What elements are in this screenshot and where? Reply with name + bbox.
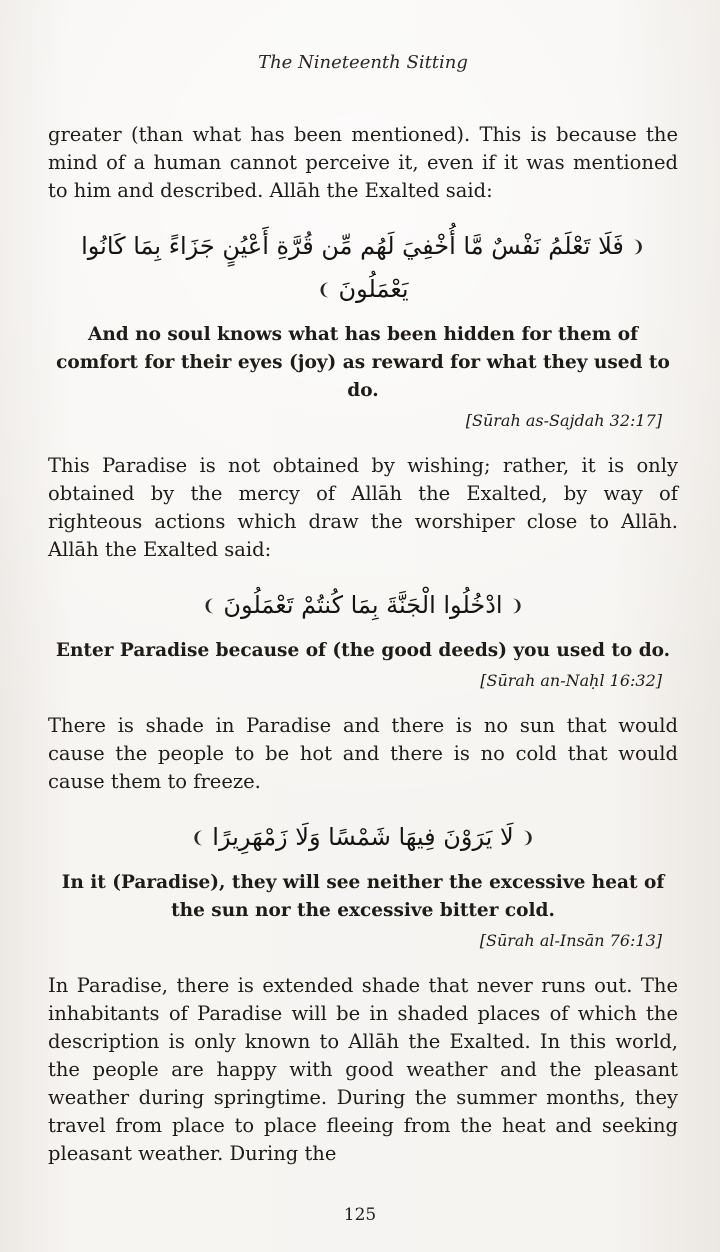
arabic-text-3: لَا يَرَوْنَ فِيهَا شَمْسًا وَلَا زَمْهَرِيرًا: [212, 823, 514, 851]
translation-1: And no soul knows what has been hidden for them of comfort for their eyes (joy) as reward for what they used to do.: [56, 324, 670, 401]
arabic-verse-1: [48, 225, 678, 311]
paragraph-4: In Paradise, there is extended shade that never runs out. The inhabitants of Paradise will be in shaded places of which the description is only known to Allāh the Exalted. In this world, the people are happy with good weather and the pleasant weather during springtime. During the summer months, they travel from place to place fleeing from the heat and seeking pleasant weather. During the: [48, 974, 678, 1165]
page-number: 125: [343, 1205, 377, 1225]
citation-3: [Sūrah al-Insān 76:13]: [479, 931, 662, 950]
ornamental-bracket-icon: ❨: [521, 828, 535, 847]
ornamental-bracket-icon: ❨: [631, 237, 645, 256]
citation-2: [Sūrah an-Naḥl 16:32]: [480, 671, 662, 690]
citation-1: [Sūrah as-Sajdah 32:17]: [465, 411, 662, 430]
arabic-verse-3: [48, 816, 678, 859]
ornamental-bracket-icon: ❩: [317, 280, 331, 299]
ornamental-bracket-icon: ❩: [202, 596, 216, 615]
arabic-text-2: ادْخُلُوا الْجَنَّةَ بِمَا كُنتُمْ تَعْمَلُونَ: [223, 591, 503, 619]
arabic-verse-2: [48, 584, 678, 627]
arabic-text-1: فَلَا تَعْلَمُ نَفْسٌ مَّا أُخْفِيَ لَهُم مِّن قُرَّةِ أَعْيُنٍ جَزَاءً بِمَا كَانُوا يَعْمَلُونَ: [81, 232, 624, 303]
ornamental-bracket-icon: ❩: [191, 828, 205, 847]
page-header: The Nineteenth Sitting: [258, 52, 468, 73]
translation-3: In it (Paradise), they will see neither the excessive heat of the sun nor the excessive bitter cold.: [61, 872, 665, 921]
paragraph-3: There is shade in Paradise and there is no sun that would cause the people to be hot and there is no cold that would cause them to freeze.: [48, 714, 678, 793]
paragraph-1: greater (than what has been mentioned). This is because the mind of a human cannot perceive it, even if it was mentioned to him and described. Allāh the Exalted said:: [48, 123, 678, 202]
translation-2: Enter Paradise because of (the good deeds) you used to do.: [55, 640, 671, 661]
paragraph-2: This Paradise is not obtained by wishing; rather, it is only obtained by the mercy of Allāh the Exalted, by way of righteous actions which draw the worshiper close to Allāh. Allāh the Exalted said:: [48, 454, 678, 561]
ornamental-bracket-icon: ❨: [510, 596, 524, 615]
